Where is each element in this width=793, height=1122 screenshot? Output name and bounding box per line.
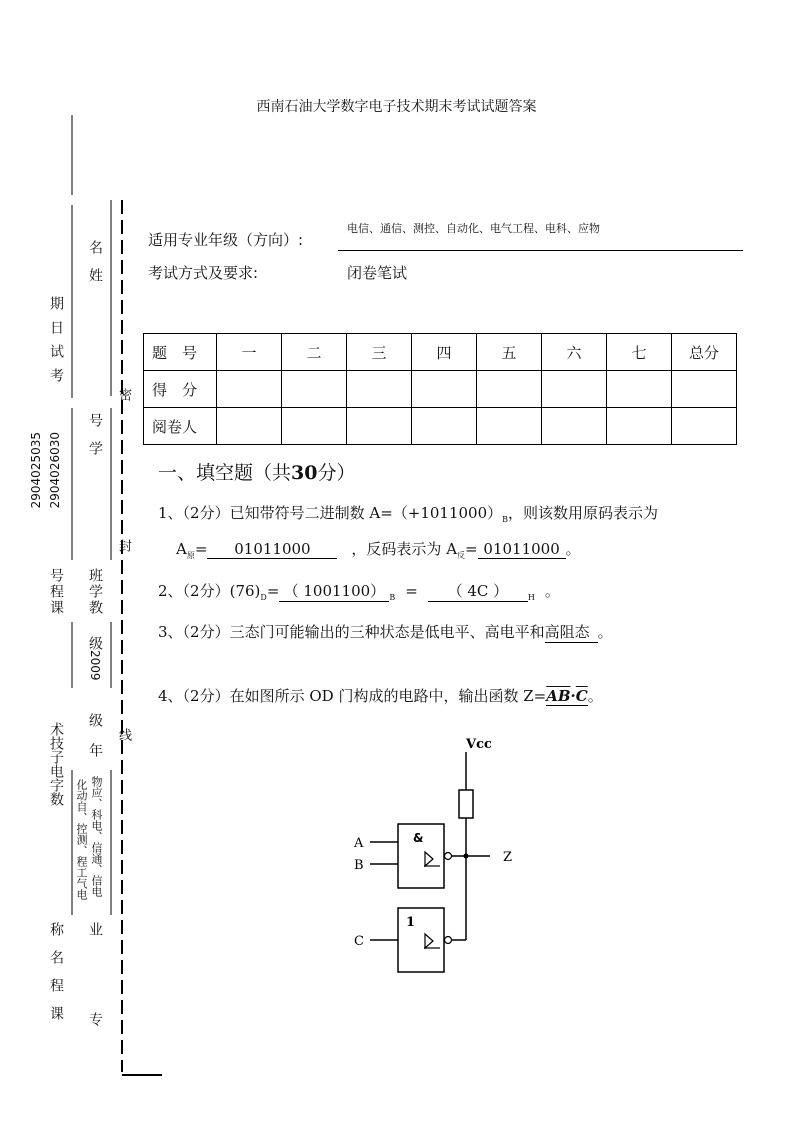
question-1-line-1 xyxy=(158,502,658,524)
nand-output-bubble xyxy=(445,853,452,860)
not-output-bubble xyxy=(445,937,452,944)
seal-mark-feng: 封 xyxy=(116,539,131,566)
margin-date-label: 期日试考 xyxy=(48,296,64,392)
score-header-cell: 四 xyxy=(412,334,477,371)
score-cell[interactable] xyxy=(542,371,607,408)
margin-zhuan-label: 专 xyxy=(87,1012,103,1040)
binding-margin-lines xyxy=(0,0,170,1122)
grader-cell[interactable] xyxy=(672,408,737,445)
input-b-label: B xyxy=(354,858,364,873)
question-3 xyxy=(158,621,613,643)
margin-grade-label: 级 xyxy=(87,713,103,737)
question-1-end: 。 xyxy=(565,540,581,558)
question-1-a: A xyxy=(176,540,187,558)
question-3-end: 。 xyxy=(597,623,613,641)
score-header-cell: 一 xyxy=(217,334,282,371)
section-heading-text: 一、填空题（共 xyxy=(158,462,292,484)
score-cell[interactable] xyxy=(217,371,282,408)
score-header-cell: 五 xyxy=(477,334,542,371)
margin-major-col2: 化动自、控测、程工气电 xyxy=(75,779,88,900)
question-4-end: 。 xyxy=(587,687,603,705)
exam-value: 闭卷笔试 xyxy=(347,264,408,282)
major-underline xyxy=(338,250,743,251)
score-cell[interactable] xyxy=(477,371,542,408)
major-value: 电信、通信、测控、自动化、电气工程、电科、应物 xyxy=(347,222,600,235)
question-2-d-sub: D xyxy=(260,593,267,602)
grader-cell[interactable] xyxy=(217,408,282,445)
grader-cell[interactable] xyxy=(542,408,607,445)
margin-class-label: 班学教 xyxy=(87,568,103,616)
score-table xyxy=(143,333,737,445)
margin-major-col1: 物应、科电、信通、信电 xyxy=(90,776,103,897)
vcc-label: Vcc xyxy=(466,737,492,752)
margin-number-label: 号学 xyxy=(87,413,103,469)
exam-label: 考试方式及要求: xyxy=(148,264,259,282)
grader-cell[interactable] xyxy=(607,408,672,445)
score-table-score-row xyxy=(144,371,737,408)
answer-4-ab: $\overline{AB}$ xyxy=(546,687,571,705)
margin-name-label: 名姓 xyxy=(87,240,103,296)
score-cell[interactable] xyxy=(282,371,347,408)
od-gate-circuit xyxy=(340,728,540,980)
question-2-text: 2、（2分）(76) xyxy=(158,582,261,600)
answer-4-c: $\overline{C}$ xyxy=(575,687,588,705)
input-a-label: A xyxy=(354,836,364,851)
od-symbol-2 xyxy=(425,934,433,948)
score-table-header-row xyxy=(144,334,737,371)
answer-2-binary: （ 1001100） xyxy=(279,580,389,602)
question-4 xyxy=(158,685,603,706)
nand-symbol: & xyxy=(413,831,424,845)
score-header-cell: 题 号 xyxy=(144,334,217,371)
grader-row-label: 阅卷人 xyxy=(144,408,217,445)
score-header-cell: 七 xyxy=(607,334,672,371)
score-cell[interactable] xyxy=(412,371,477,408)
not-gate xyxy=(398,908,444,972)
score-cell[interactable] xyxy=(672,371,737,408)
answer-1-ones-complement: 01011000 xyxy=(478,540,566,559)
pull-up-resistor xyxy=(459,790,473,818)
score-cell[interactable] xyxy=(347,371,412,408)
question-1-eq2: = xyxy=(465,540,478,558)
margin-nian-label: 年 xyxy=(87,743,103,767)
question-1-line-2 xyxy=(176,538,581,561)
grader-cell[interactable] xyxy=(412,408,477,445)
section-points: 30 xyxy=(291,462,318,484)
question-4-text: 4、（2分）在如图所示 OD 门构成的电路中，输出函数 Z= xyxy=(158,687,547,705)
answer-2-hex: （ 4C ） xyxy=(428,580,528,602)
margin-code-1: 2904025035 xyxy=(29,432,43,509)
margin-code-2: 2904026030 xyxy=(48,432,62,509)
question-3-text: 3、（2分）三态门可能输出的三种状态是低电平、高电平和 xyxy=(158,623,545,641)
question-2-b-sub: B xyxy=(389,593,396,602)
grader-cell[interactable] xyxy=(282,408,347,445)
score-cell[interactable] xyxy=(607,371,672,408)
question-1-text: 1、（2分）已知带符号二进制数 A=（+1011000） xyxy=(158,504,503,522)
score-row-label: 得 分 xyxy=(144,371,217,408)
margin-grade-small: 级 xyxy=(87,636,103,650)
answer-1-sign-magnitude: 01011000 xyxy=(207,540,337,559)
question-1-yuan-sub: 原 xyxy=(186,551,195,560)
seal-mark-mi: 密 xyxy=(116,388,131,415)
margin-subject-label: 术技子电字数 xyxy=(48,722,64,806)
question-2 xyxy=(158,580,560,602)
od-symbol-1 xyxy=(425,852,433,866)
score-header-cell: 总分 xyxy=(672,334,737,371)
answer-3: 高阻态 xyxy=(545,621,598,643)
question-2-h-sub: H xyxy=(527,593,535,602)
question-2-eq2: = xyxy=(405,582,418,600)
margin-ye-label: 业 xyxy=(87,922,103,950)
question-1-mid: ，反码表示为 A xyxy=(351,540,458,558)
z-label: Z xyxy=(503,850,513,865)
score-header-cell: 三 xyxy=(347,334,412,371)
major-label: 适用专业年级（方向）: xyxy=(148,231,304,249)
question-1-eq: = xyxy=(194,540,208,558)
score-header-cell: 二 xyxy=(282,334,347,371)
question-1-text-b: ，则该数用原码表示为 xyxy=(508,504,659,522)
score-table-grader-row xyxy=(144,408,737,445)
question-2-eq: = xyxy=(266,582,280,600)
question-2-end: 。 xyxy=(544,582,560,600)
grader-cell[interactable] xyxy=(347,408,412,445)
score-header-cell: 六 xyxy=(542,334,607,371)
section-heading-suffix: 分） xyxy=(317,462,356,484)
answer-4-dot: · xyxy=(570,687,576,705)
input-c-label: C xyxy=(354,934,364,949)
not-symbol: 1 xyxy=(406,915,416,930)
margin-year: 2009 xyxy=(88,650,102,681)
page-title: 西南石油大学数字电子技术期末考试试题答案 xyxy=(256,99,537,115)
seal-mark-xian: 线 xyxy=(116,728,131,755)
section-heading xyxy=(158,458,355,485)
margin-course-name-label: 称名程课 xyxy=(48,922,64,1034)
question-1-base-sub: B xyxy=(502,515,509,524)
margin-course-no-label: 号程课 xyxy=(48,568,64,616)
question-1-fan-sub: 反 xyxy=(457,551,466,560)
grader-cell[interactable] xyxy=(477,408,542,445)
answer-4-expression xyxy=(546,687,588,706)
